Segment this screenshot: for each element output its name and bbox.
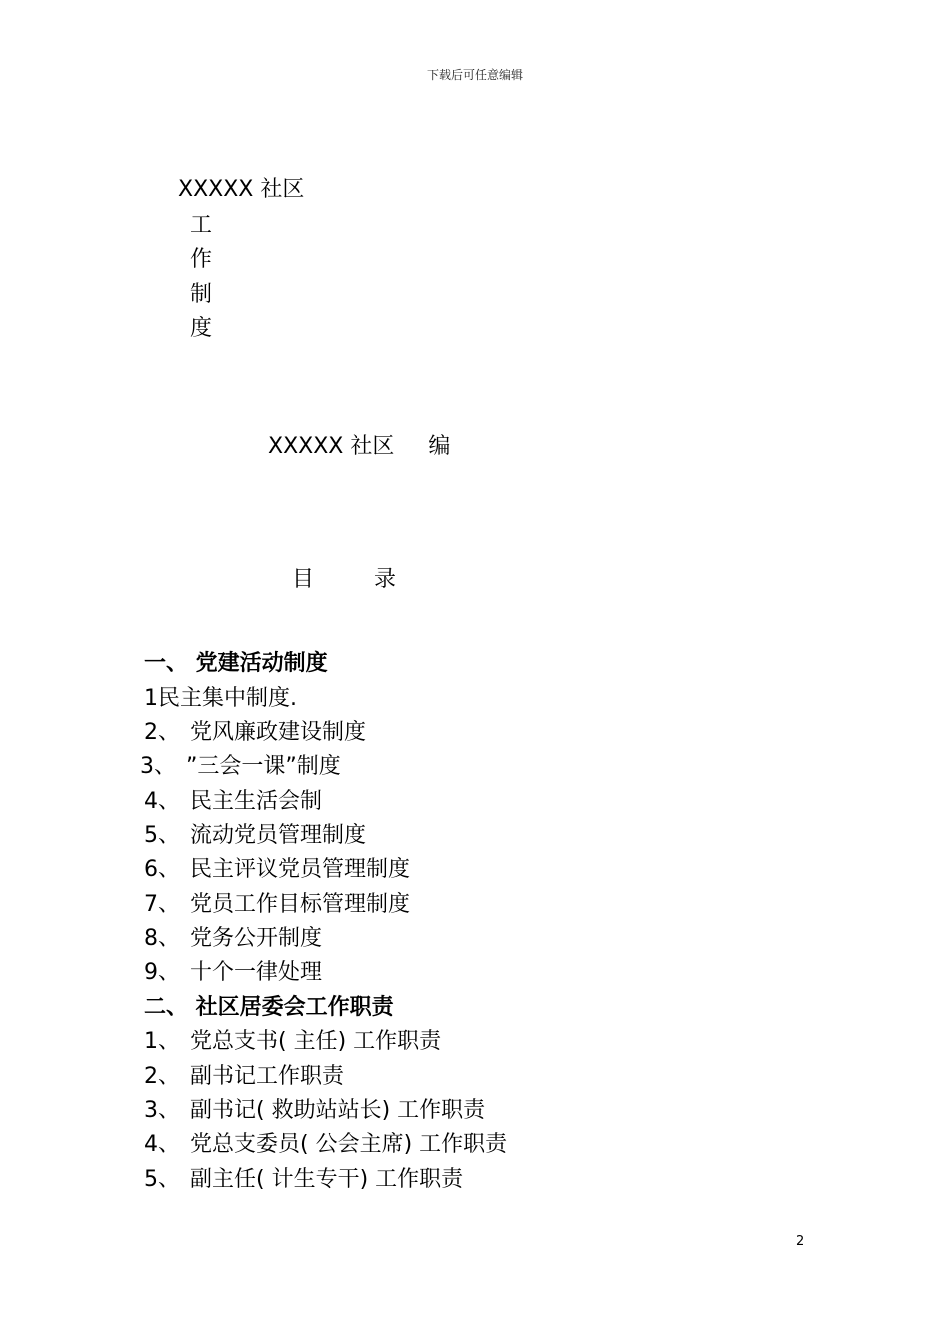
toc-heading-right: 录 bbox=[374, 567, 397, 592]
toc-item-text: 党总支书( 主任) 工作职责 bbox=[190, 1029, 442, 1054]
toc-item-text: 副主任( 计生专干) 工作职责 bbox=[190, 1167, 464, 1192]
toc-item-text: 民主生活会制 bbox=[190, 789, 323, 814]
toc-item-number: 3、 bbox=[144, 1098, 180, 1123]
cover-vertical-char: 制 bbox=[190, 282, 213, 307]
toc-item-number: 5、 bbox=[144, 823, 180, 848]
toc-item bbox=[144, 818, 366, 849]
toc-item-number: 5、 bbox=[144, 1167, 180, 1192]
toc-item-text: 党务公开制度 bbox=[190, 926, 323, 951]
compiler-name: XXXXX 社区 bbox=[268, 434, 395, 459]
compiler-action: 编 bbox=[428, 434, 451, 459]
toc-item-text: 流动党员管理制度 bbox=[190, 823, 367, 848]
toc-section-heading: 二、 社区居委会工作职责 bbox=[144, 995, 394, 1020]
toc-item-text: 民主评议党员管理制度 bbox=[190, 857, 411, 882]
toc-item-number: 2、 bbox=[144, 1064, 180, 1089]
cover-vertical-char: 作 bbox=[190, 247, 213, 272]
header-note: 下载后可任意编辑 bbox=[426, 68, 523, 82]
toc-section-heading: 一、 党建活动制度 bbox=[144, 651, 328, 676]
toc-item bbox=[144, 1127, 507, 1158]
toc-item bbox=[144, 921, 322, 952]
toc-item-text: 民主集中制度. bbox=[158, 686, 297, 711]
toc-item-number: 9、 bbox=[144, 960, 180, 985]
toc-item-text: ”三会一课”制度 bbox=[186, 754, 341, 779]
toc-item bbox=[144, 1024, 441, 1055]
toc-item-number: 1、 bbox=[144, 1029, 180, 1054]
cover-vertical-char: 度 bbox=[190, 316, 213, 341]
cover-title: XXXXX 社区 bbox=[178, 177, 305, 202]
toc-item bbox=[144, 715, 366, 746]
toc-item-text: 党总支委员( 公会主席) 工作职责 bbox=[190, 1132, 508, 1157]
toc-item bbox=[144, 784, 322, 815]
toc-item-number: 2、 bbox=[144, 720, 180, 745]
toc-item-text: 党风廉政建设制度 bbox=[190, 720, 367, 745]
toc-item bbox=[144, 681, 297, 712]
cover-vertical-char: 工 bbox=[190, 213, 213, 238]
toc-heading-left: 目 bbox=[292, 567, 315, 592]
toc-item bbox=[144, 955, 322, 986]
toc-item-text: 党员工作目标管理制度 bbox=[190, 892, 411, 917]
toc-item bbox=[144, 1162, 463, 1193]
toc-item-text: 十个一律处理 bbox=[190, 960, 323, 985]
toc-item-number: 7、 bbox=[144, 892, 180, 917]
toc-item bbox=[144, 1093, 485, 1124]
toc-item-number: 4、 bbox=[144, 789, 180, 814]
toc-item-number: 1 bbox=[144, 686, 158, 711]
toc-item bbox=[140, 749, 341, 780]
toc-item-number: 4、 bbox=[144, 1132, 180, 1157]
toc-item-text: 副书记工作职责 bbox=[190, 1064, 345, 1089]
compiler-line bbox=[268, 429, 450, 460]
toc-item-number: 3、 bbox=[140, 754, 176, 779]
toc-item bbox=[144, 852, 410, 883]
toc-item bbox=[144, 1059, 344, 1090]
toc-item-text: 副书记( 救助站站长) 工作职责 bbox=[190, 1098, 486, 1123]
page-number: 2 bbox=[796, 1234, 805, 1249]
toc-item-number: 6、 bbox=[144, 857, 180, 882]
toc-item bbox=[144, 887, 410, 918]
toc-item-number: 8、 bbox=[144, 926, 180, 951]
